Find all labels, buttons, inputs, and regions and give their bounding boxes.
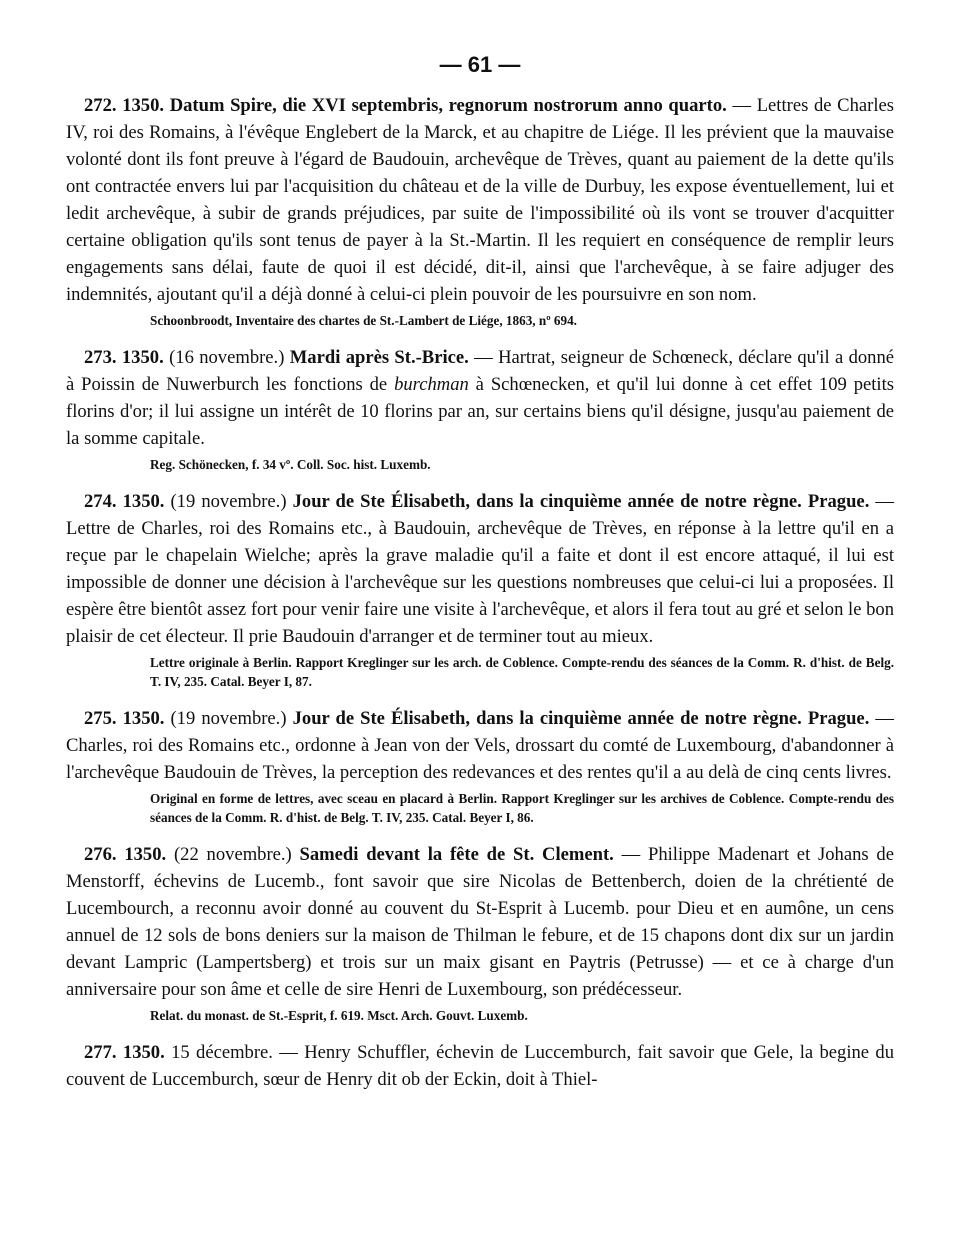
entry-text: [66, 705, 894, 786]
entry-date: (16 novembre.): [163, 347, 290, 368]
entry-italic-term: burchman: [394, 374, 469, 395]
entry-274: [66, 488, 894, 691]
entry-text: [66, 92, 894, 308]
entry-source: Lettre originale à Berlin. Rapport Kreglinger sur les arch. de Coblence. Compte-rendu des séances de la Comm. R. d'hist. de Belg. T. IV, 235. Catal. Beyer I, 87.: [150, 655, 894, 689]
entry-date: (19 novembre.): [164, 708, 293, 729]
entry-date-heading: Datum Spire, die XVI septembris, regnorum nostrorum anno quarto.: [169, 95, 727, 116]
entry-body: — Lettres de Charles IV, roi des Romains, à l'évêque Englebert de la Marck, et au chapitre de Liége. Il les prévient que la mauvaise volonté dont ils font preuve à l'égard de Baudouin, archevêque de Trèves, quant au paiement de la dette qu'ils ont contractée envers lui par l'acquisition du château et de la ville de Durbuy, les expose éventuellement, lui et ledit archevêque, à subir de grands préjudices, par suite de l'impossibilité où ils vont se trouver d'acquitter certaine obligation qu'ils sont tenus de payer à la St.-Martin. Il les requiert en conséquence de remplir leurs engagements sans délai, faute de quoi il est décidé, dit-il, ainsi que l'archevêque, à se faire adjuger des indemnités, ajoutant qu'il a déjà donné à celui-ci plein pouvoir de les poursuivre en son nom.: [66, 95, 894, 305]
entry-date-heading: Samedi devant la fête de St. Clement.: [299, 844, 614, 865]
entry-277: [66, 1039, 894, 1093]
entry-date: (19 novembre.): [164, 491, 293, 512]
entry-body: — Charles, roi des Romains etc., ordonne à Jean von der Vels, drossart du comté de Luxembourg, d'abandonner à l'archevêque Baudouin de Trèves, la perception des redevances et des rentes qu'il a au delà de cinq cents livres.: [66, 708, 894, 783]
entry-date-heading: Jour de Ste Élisabeth, dans la cinquième année de notre règne. Prague.: [292, 708, 870, 729]
entry-date: (22 novembre.): [166, 844, 300, 865]
entry-number: 274. 1350.: [84, 491, 165, 512]
entry-272: [66, 92, 894, 330]
entry-text: [66, 488, 894, 650]
entry-body: 15 décembre. — Henry Schuffler, échevin de Luccemburch, fait savoir que Gele, la begine du couvent de Luccemburch, sœur de Henry dit ob der Eckin, doit à Thiel-: [66, 1042, 894, 1090]
entry-273: [66, 344, 894, 474]
entry-275: [66, 705, 894, 827]
entry-body: — Hartrat, seigneur de Schœneck, déclare qu'il a donné à Poissin de Nuwerburch les fonctions de: [66, 347, 895, 395]
entry-source: Relat. du monast. de St.-Esprit, f. 619. Msct. Arch. Gouvt. Luxemb.: [150, 1008, 528, 1023]
entry-text: [66, 1039, 894, 1093]
page-number: — 61 —: [439, 52, 521, 77]
entry-body-cont: à Schœnecken, et qu'il lui donne à cet effet 109 petits florins d'or; il lui assigne un intérêt de 10 florins par an, sur certains biens qu'il désigne, jusqu'au paiement de la somme capitale.: [66, 374, 894, 449]
entry-text: [66, 344, 894, 452]
entry-body: — Philippe Madenart et Johans de Menstorff, échevins de Lucemb., font savoir que sire Nicolas de Bettenberch, doien de la chrétienté de Lucembourch, a reconnu avoir donné au couvent du St-Esprit à Lucemb. pour Dieu et en aumône, un cens annuel de 12 sols de bons deniers sur la maison de Thilman le febure, et de 15 chapons dont dix sur un jardin devant Lampric (Lampertsberg) et trois sur un maix gisant en Paytris (Petrusse) — et ce à charge d'un anniversaire pour son âme et celle de sire Henri de Luxembourg, son prédécesseur.: [66, 844, 894, 1000]
entry-source: Schoonbroodt, Inventaire des chartes de St.-Lambert de Liége, 1863, nº 694.: [150, 313, 577, 328]
entry-date-heading: Mardi après St.-Brice.: [289, 347, 469, 368]
entry-number: 272. 1350.: [84, 95, 165, 116]
entry-text: [66, 841, 894, 1003]
entry-number: 276. 1350.: [84, 844, 167, 865]
entry-number: 275. 1350.: [84, 708, 165, 729]
entry-number: 273. 1350.: [84, 347, 164, 368]
entry-number: 277. 1350.: [84, 1042, 165, 1063]
entry-body: — Lettre de Charles, roi des Romains etc., à Baudouin, archevêque de Trèves, en réponse à la lettre qu'il en a reçue par le chapelain Wielche; après la grave maladie qu'il a faite et dont il est encore attaqué, il lui est impossible de donner une décision à l'archevêque sur les questions nombreuses que celui-ci lui a proposées. Il espère être bientôt assez fort pour venir faire une visite à l'archevêque, et alors il fera tout au gré et selon le bon plaisir de cet électeur. Il prie Baudouin d'arranger et de terminer tout au mieux.: [66, 491, 894, 647]
entry-date-heading: Jour de Ste Élisabeth, dans la cinquième année de notre règne. Prague.: [292, 491, 870, 512]
entry-source: Reg. Schönecken, f. 34 vº. Coll. Soc. hist. Luxemb.: [150, 457, 431, 472]
entry-276: [66, 841, 894, 1025]
entry-source: Original en forme de lettres, avec sceau en placard à Berlin. Rapport Kreglinger sur les archives de Coblence. Compte-rendu des séances de la Comm. R. d'hist. de Belg. T. IV, 235. Catal. Beyer I, 86.: [150, 791, 894, 825]
